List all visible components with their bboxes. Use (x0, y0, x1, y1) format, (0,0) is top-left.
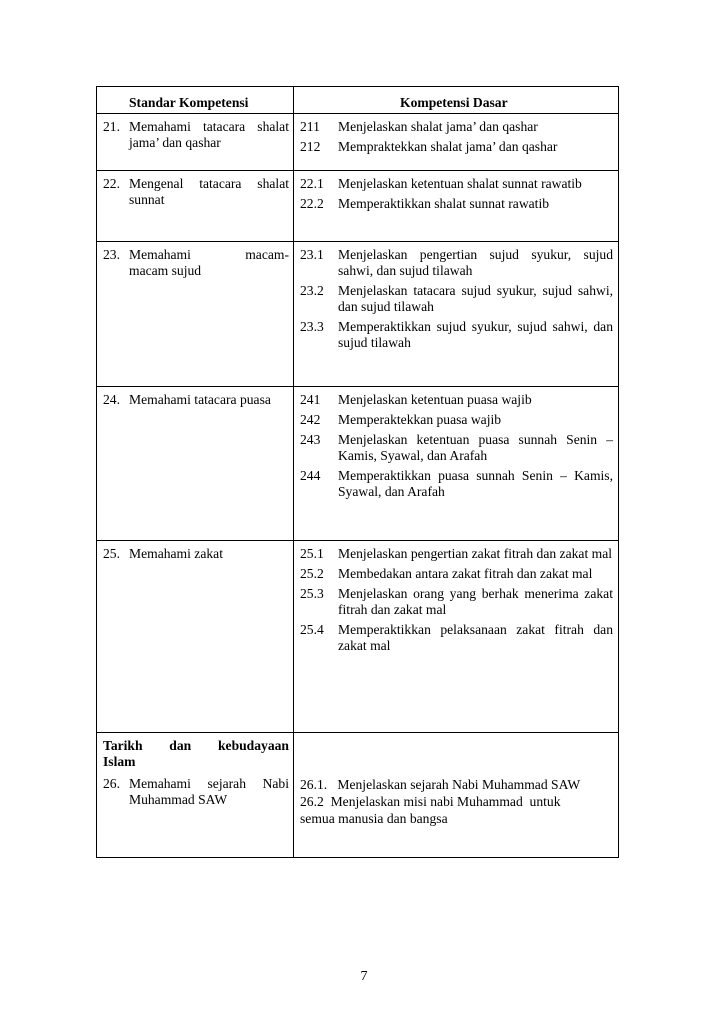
kd-text: Menjelaskan orang yang berhak menerima zakat fitrah dan zakat mal (338, 586, 613, 617)
kd-number: 244 (300, 468, 321, 483)
kd-number: 25.4 (300, 622, 324, 637)
kd-number: 23.1 (300, 247, 324, 262)
kd-number: 23.3 (300, 319, 324, 334)
kd-text: Menjelaskan ketentuan puasa wajib (338, 392, 532, 407)
kd-text: 26.2 Menjelaskan misi nabi Muhammad untuk (300, 794, 561, 809)
kd-text: Memperaktikkan puasa sunnah Senin – Kamis, Syawal, dan Arafah (338, 468, 613, 499)
standar-text: Memahami tatacara shalat jama’ dan qashar (129, 119, 289, 150)
kd-text: Menjelaskan shalat jama’ dan qashar (338, 119, 538, 134)
kd-text: Menjelaskan pengertian zakat fitrah dan zakat mal (338, 546, 613, 561)
kd-number: 243 (300, 432, 321, 447)
table-row (97, 387, 619, 541)
group-heading: Tarikh dan kebudayaan Islam (103, 738, 289, 769)
header-standar: Standar Kompetensi (97, 87, 294, 114)
standar-text: Memahami tatacara puasa (129, 392, 271, 407)
kd-number: 25.1 (300, 546, 324, 561)
kd-text: Memperaktekkan puasa wajib (338, 412, 502, 427)
kd-number: 211 (300, 119, 320, 134)
kd-text: Memperaktikkan pelaksanaan zakat fitrah dan zakat mal (338, 622, 613, 653)
kd-text: Mempraktekkan shalat jama’ dan qashar (338, 139, 558, 154)
kd-text: Menjelaskan ketentuan puasa sunnah Senin – Kamis, Syawal, dan Arafah (338, 432, 613, 463)
kd-text: Membedakan antara zakat fitrah dan zakat mal (338, 566, 593, 581)
kd-number: 22.1 (300, 176, 324, 191)
kd-text: Menjelaskan ketentuan shalat sunnat rawatib (338, 176, 582, 191)
standar-text: Mengenal tatacara shalat sunnat (129, 176, 289, 207)
table-row (97, 171, 619, 242)
kd-number: 241 (300, 392, 321, 407)
kd-number: 22.2 (300, 196, 324, 211)
table-row (97, 114, 619, 171)
row-number: 26. (103, 776, 120, 791)
kd-number: 212 (300, 139, 321, 154)
standar-text: Memahami zakat (129, 546, 223, 561)
kd-number: 23.2 (300, 283, 324, 298)
table-row (97, 541, 619, 733)
kd-number: 25.3 (300, 586, 324, 601)
kd-text: semua manusia dan bangsa (300, 811, 448, 826)
competency-table (96, 86, 619, 858)
kd-text: Memperaktikkan sujud syukur, sujud sahwi, dan sujud tilawah (338, 319, 613, 350)
row-number: 23. (103, 247, 120, 262)
row-number: 25. (103, 546, 120, 561)
row-number: 22. (103, 176, 120, 191)
kd-number: 25.2 (300, 566, 324, 581)
table-header-row (97, 87, 619, 114)
header-dasar: Kompetensi Dasar (294, 87, 619, 114)
standar-text: Memahami sejarah Nabi Muhammad SAW (129, 776, 289, 807)
table-row (97, 242, 619, 387)
row-number: 24. (103, 392, 120, 407)
standar-text: Memahami macam- macam sujud (129, 247, 289, 278)
kd-text: Menjelaskan tatacara sujud syukur, sujud sahwi, dan sujud tilawah (338, 283, 613, 314)
page-number: 7 (360, 969, 368, 984)
kd-text: Menjelaskan pengertian sujud syukur, sujud sahwi, dan sujud tilawah (338, 247, 613, 278)
kd-number: 242 (300, 412, 321, 427)
kd-text: 26.1. Menjelaskan sejarah Nabi Muhammad SAW (300, 777, 581, 792)
row-number: 21. (103, 119, 120, 134)
table-row (97, 733, 619, 858)
kd-text: Memperaktikkan shalat sunnat rawatib (338, 196, 550, 211)
